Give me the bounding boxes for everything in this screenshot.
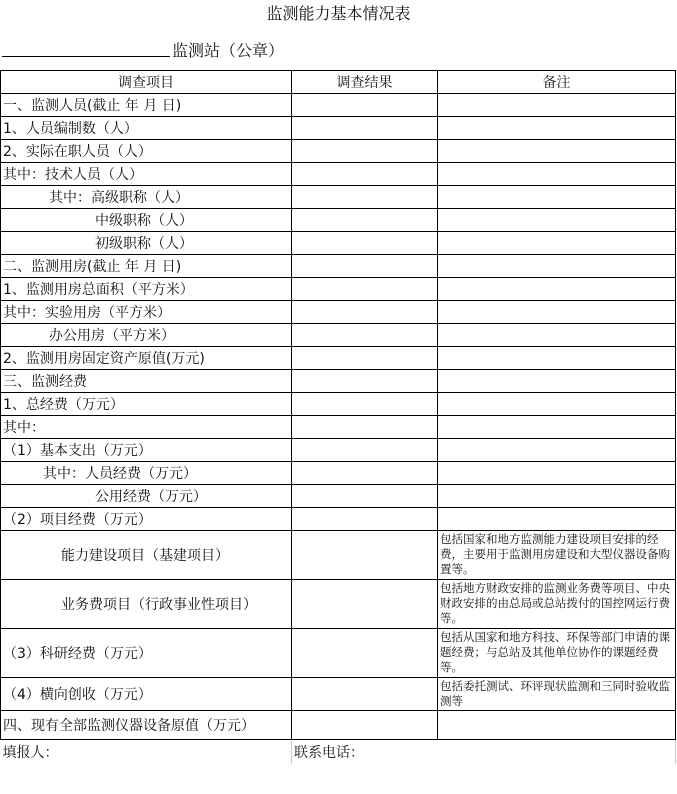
result-cell[interactable] bbox=[292, 711, 438, 740]
note-cell[interactable] bbox=[438, 462, 676, 485]
item-cell[interactable]: 其中：人员经费（万元） bbox=[1, 462, 292, 485]
header-remarks: 备注 bbox=[438, 71, 676, 94]
table-row bbox=[1, 278, 676, 301]
station-seal-line bbox=[2, 38, 284, 66]
note-cell[interactable] bbox=[438, 485, 676, 508]
table-row bbox=[1, 347, 676, 370]
result-cell[interactable] bbox=[292, 508, 438, 531]
item-cell[interactable]: 其中：技术人员（人） bbox=[1, 163, 292, 186]
note-cell[interactable] bbox=[438, 439, 676, 462]
header-row bbox=[1, 71, 676, 94]
result-cell[interactable] bbox=[292, 140, 438, 163]
result-cell[interactable] bbox=[292, 416, 438, 439]
header-survey-result: 调查结果 bbox=[292, 71, 438, 94]
table-row bbox=[1, 163, 676, 186]
note-cell[interactable] bbox=[438, 186, 676, 209]
note-cell[interactable] bbox=[438, 301, 676, 324]
table-row bbox=[1, 416, 676, 439]
item-cell[interactable]: 其中：实验用房（平方米） bbox=[1, 301, 292, 324]
result-cell[interactable] bbox=[292, 94, 438, 117]
result-cell[interactable] bbox=[292, 324, 438, 347]
result-cell[interactable] bbox=[292, 485, 438, 508]
table-row bbox=[1, 462, 676, 485]
table-row bbox=[1, 678, 676, 711]
station-seal-label: 监测站（公章） bbox=[172, 41, 285, 60]
table-row bbox=[1, 370, 676, 393]
result-cell[interactable] bbox=[292, 186, 438, 209]
table-row bbox=[1, 255, 676, 278]
result-cell[interactable] bbox=[292, 278, 438, 301]
item-cell[interactable]: 1、人员编制数（人） bbox=[1, 117, 292, 140]
item-cell[interactable]: （3）科研经费（万元） bbox=[1, 629, 292, 678]
result-cell[interactable] bbox=[292, 347, 438, 370]
result-cell[interactable] bbox=[292, 255, 438, 278]
item-cell[interactable]: 2、实际在职人员（人） bbox=[1, 140, 292, 163]
note-cell[interactable] bbox=[438, 711, 676, 740]
table-row bbox=[1, 485, 676, 508]
result-cell[interactable] bbox=[292, 301, 438, 324]
note-cell[interactable] bbox=[438, 209, 676, 232]
table-row bbox=[1, 324, 676, 347]
item-cell[interactable]: （1）基本支出（万元） bbox=[1, 439, 292, 462]
note-cell[interactable] bbox=[438, 140, 676, 163]
item-cell[interactable]: 初级职称（人） bbox=[1, 232, 292, 255]
result-cell[interactable] bbox=[292, 370, 438, 393]
item-cell[interactable]: 其中：高级职称（人） bbox=[1, 186, 292, 209]
note-cell[interactable]: 包括国家和地方监测能力建设项目安排的经费，主要用于监测用房建设和大型仪器设备购置等。 bbox=[438, 531, 676, 580]
header-survey-item: 调查项目 bbox=[1, 71, 292, 94]
table-title: 监测能力基本情况表 bbox=[266, 4, 411, 23]
result-cell[interactable] bbox=[292, 629, 438, 678]
result-cell[interactable] bbox=[292, 531, 438, 580]
table-row bbox=[1, 508, 676, 531]
note-cell[interactable] bbox=[438, 255, 676, 278]
note-cell[interactable] bbox=[438, 117, 676, 140]
phone-label: 联系电话： bbox=[292, 740, 676, 765]
table-row bbox=[1, 209, 676, 232]
survey-table bbox=[0, 70, 676, 764]
table-row bbox=[1, 301, 676, 324]
note-cell[interactable] bbox=[438, 324, 676, 347]
table-row bbox=[1, 629, 676, 678]
note-cell[interactable]: 包括地方财政安排的监测业务费等项目、中央财政安排的由总局或总站拨付的国控网运行费等。 bbox=[438, 580, 676, 629]
note-cell[interactable] bbox=[438, 163, 676, 186]
result-cell[interactable] bbox=[292, 462, 438, 485]
result-cell[interactable] bbox=[292, 439, 438, 462]
note-cell[interactable] bbox=[438, 278, 676, 301]
note-cell[interactable]: 包括从国家和地方科技、环保等部门申请的课题经费；与总站及其他单位协作的课题经费等。 bbox=[438, 629, 676, 678]
item-cell[interactable]: 四、现有全部监测仪器设备原值（万元） bbox=[1, 711, 292, 740]
item-cell[interactable]: （4）横向创收（万元） bbox=[1, 678, 292, 711]
result-cell[interactable] bbox=[292, 117, 438, 140]
result-cell[interactable] bbox=[292, 580, 438, 629]
note-cell[interactable]: 包括委托测试、环评现状监测和三同时验收监测等 bbox=[438, 678, 676, 711]
note-cell[interactable] bbox=[438, 416, 676, 439]
result-cell[interactable] bbox=[292, 232, 438, 255]
table-row bbox=[1, 232, 676, 255]
table-row bbox=[1, 140, 676, 163]
note-cell[interactable] bbox=[438, 393, 676, 416]
note-cell[interactable] bbox=[438, 94, 676, 117]
station-name-blank[interactable] bbox=[2, 38, 170, 57]
item-cell[interactable]: 三、监测经费 bbox=[1, 370, 292, 393]
item-cell[interactable]: 公用经费（万元） bbox=[1, 485, 292, 508]
table-row bbox=[1, 94, 676, 117]
table-row bbox=[1, 580, 676, 629]
item-cell[interactable]: （2）项目经费（万元） bbox=[1, 508, 292, 531]
table-row bbox=[1, 117, 676, 140]
table-row bbox=[1, 439, 676, 462]
result-cell[interactable] bbox=[292, 678, 438, 711]
note-cell[interactable] bbox=[438, 232, 676, 255]
result-cell[interactable] bbox=[292, 163, 438, 186]
note-cell[interactable] bbox=[438, 508, 676, 531]
note-cell[interactable] bbox=[438, 347, 676, 370]
item-cell[interactable]: 业务费项目（行政事业性项目） bbox=[1, 580, 292, 629]
footer-row bbox=[1, 740, 676, 765]
item-cell[interactable]: 一、监测人员(截止 年 月 日) bbox=[1, 94, 292, 117]
filler-label: 填报人： bbox=[1, 740, 292, 765]
item-cell[interactable]: 能力建设项目（基建项目） bbox=[1, 531, 292, 580]
item-cell[interactable]: 中级职称（人） bbox=[1, 209, 292, 232]
item-cell[interactable]: 办公用房（平方米） bbox=[1, 324, 292, 347]
item-cell[interactable]: 二、监测用房(截止 年 月 日) bbox=[1, 255, 292, 278]
table-row bbox=[1, 531, 676, 580]
item-cell[interactable]: 1、监测用房总面积（平方米） bbox=[1, 278, 292, 301]
table-row bbox=[1, 393, 676, 416]
table-row bbox=[1, 711, 676, 740]
note-cell[interactable] bbox=[438, 370, 676, 393]
item-cell[interactable]: 1、总经费（万元） bbox=[1, 393, 292, 416]
item-cell[interactable]: 其中： bbox=[1, 416, 292, 439]
result-cell[interactable] bbox=[292, 393, 438, 416]
result-cell[interactable] bbox=[292, 209, 438, 232]
item-cell[interactable]: 2、监测用房固定资产原值(万元) bbox=[1, 347, 292, 370]
table-row bbox=[1, 186, 676, 209]
